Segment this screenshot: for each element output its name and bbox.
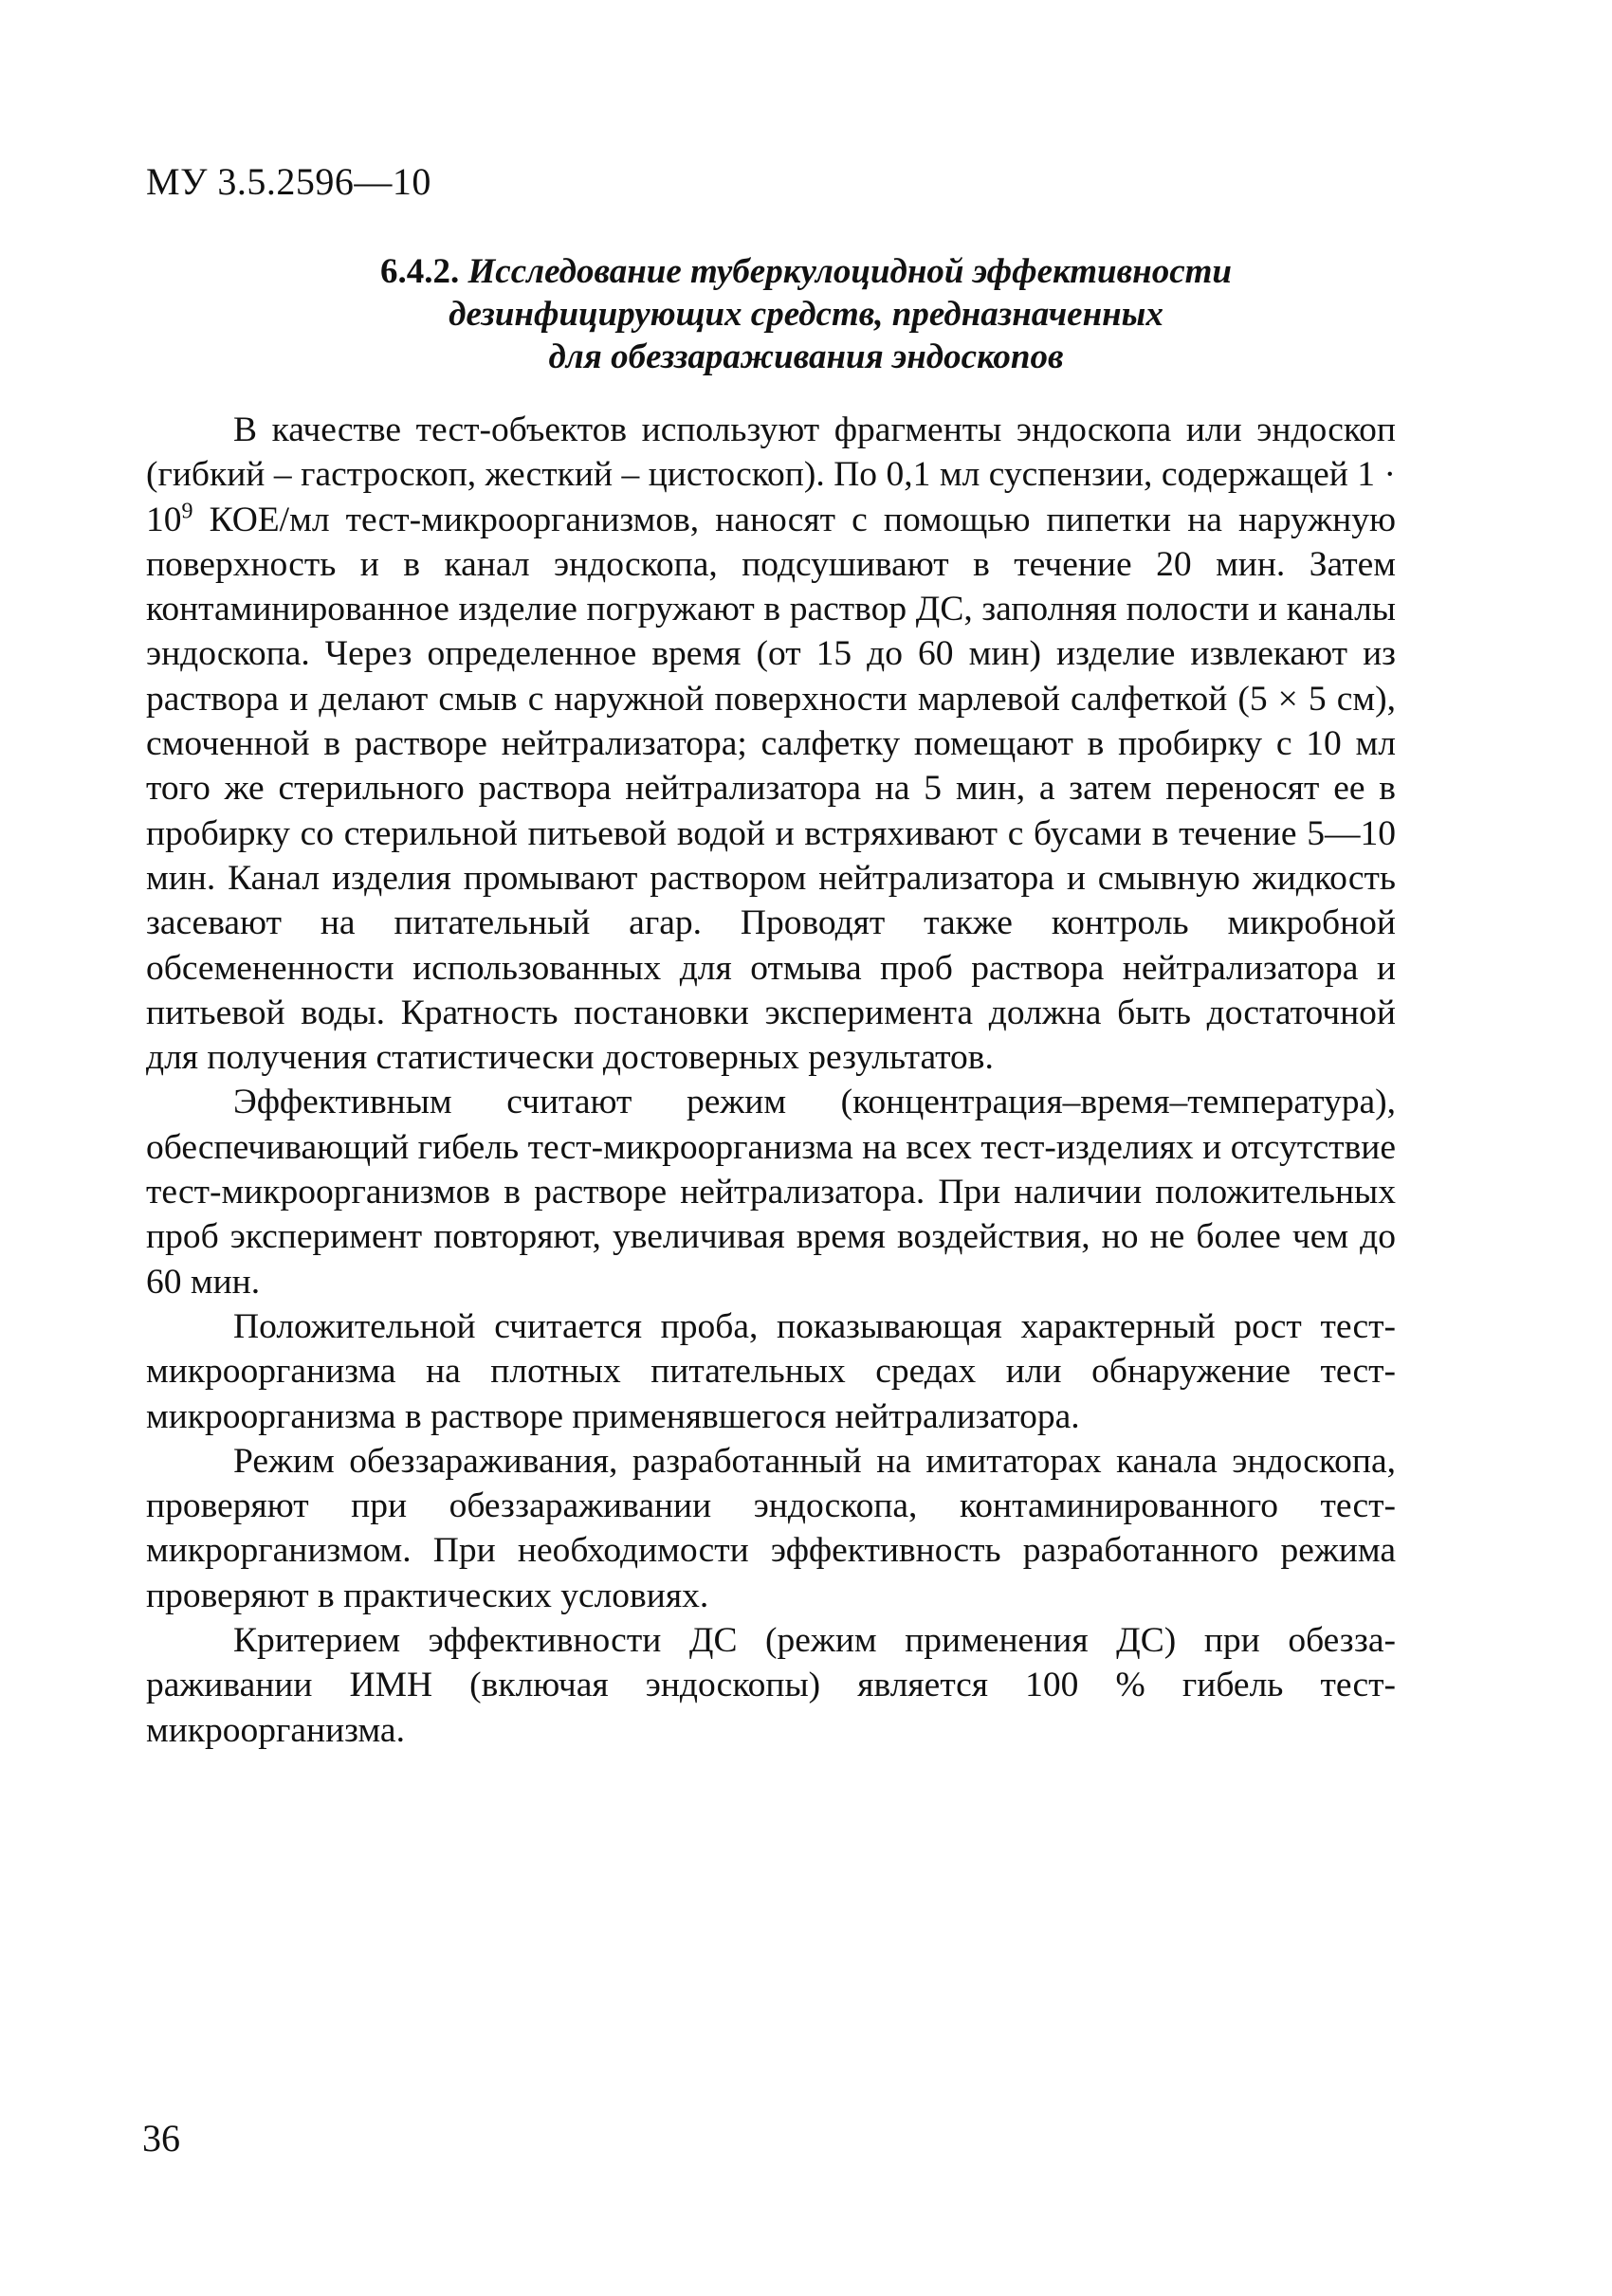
- paragraph-5: Критерием эффективности ДС (режим применения ДС) при обеззараживании ИМН (включая эндоскопы) является 100 % гибель тестмикроорганизма.: [146, 1621, 1396, 1750]
- heading-title-line-2: дезинфицирующих средств, предназначенных: [449, 295, 1163, 334]
- body-text: [146, 408, 1396, 1753]
- paragraph-1-part-2: КОЕ/мл тест-микроорганизмов, наносят с помощью пипетки на наружную поверхность и в канал эндоскопа, подсушивают в течение 20 мин. Затем контаминированное изделие погружают в раствор ДС, заполняя полости и каналы эндоскопа. Через определенное время (от 15 до 60 мин) изделие извлекают из раствора и делают смыв с наружной поверхности марлевой салфеткой (5 × 5 см), смоченной в растворе нейтрализатора; салфетку помещают в пробирку с 10 мл того же стерильного раствора нейтрализатора на 5 мин, а затем переносят ее в пробирку со стерильной питьевой водой и встряхивают с бусами в течение 5—10 мин. Канал изделия промывают раствором нейтрализатора и смывную жидкость засевают на питательный агар. Проводят также контроль микробной обсемененности использованных для отмыва проб раствора нейтрализатора и питьевой воды. Кратность постановки эксперимента должна быть достаточной для получения статистически достоверных результатов.: [146, 500, 1396, 1078]
- heading-title-line-1: Исследование туберкулоцидной эффективности: [467, 252, 1232, 291]
- heading-line-1: [218, 250, 1394, 293]
- paragraph-2: Эффективным считают режим (концентрация–время–температура), обеспечивающий гибель тест-микроорганизма на всех тест-изделиях и отсутствие тест-микроорганизмов в растворе нейтрализатора. При наличии положительных проб эксперимент повторяют, увеличивая время воздействия, но не более чем до 60 мин.: [146, 1083, 1396, 1302]
- paragraph-1-part-1: В качестве тест-объектов используют фрагменты эндоскопа или эндоскоп (гибкий – гастроскоп, жесткий – цистоскоп). По 0,1 мл суспензии, содержащей 1 · 10: [146, 410, 1396, 539]
- page-number: 36: [142, 2117, 180, 2159]
- section-heading: [218, 250, 1394, 378]
- paragraph-4: Режим обеззараживания, разработанный на имитаторах канала эндоскопа, проверяют при обеззараживании эндоскопа, контаминированного тест-микрорганизмом. При необходимости эффективность разработанного режима проверяют в практических условиях.: [146, 1441, 1396, 1615]
- section-number: 6.4.2.: [380, 252, 460, 291]
- document-code: МУ 3.5.2596—10: [146, 160, 431, 203]
- paragraph-1: [146, 408, 1396, 1080]
- paragraph-3: Положительной считается проба, показывающая характерный рост тест-микроорганизма на плотных питательных средах или обнаружение тест-микроорганизма в растворе применявшегося нейтрализатора.: [146, 1306, 1396, 1436]
- heading-title-line-3: для обеззараживания эндоскопов: [548, 337, 1064, 376]
- exponent: 9: [181, 499, 193, 524]
